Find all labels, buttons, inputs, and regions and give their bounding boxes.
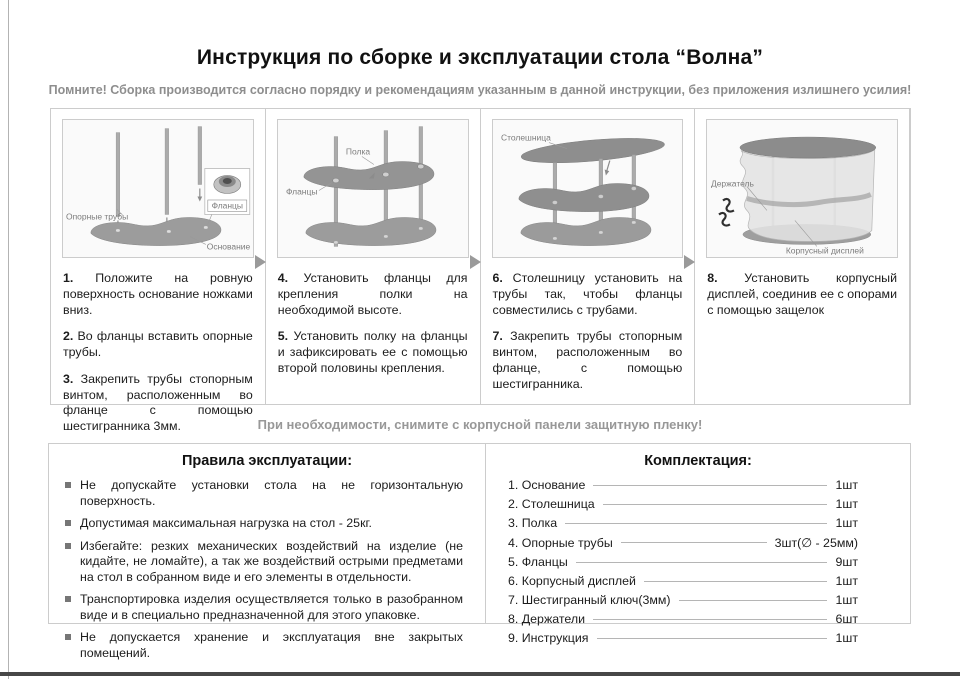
steps-column-2 xyxy=(277,258,469,377)
body-display-label: Корпусный дисплей xyxy=(786,245,865,256)
part-qty: 1шт xyxy=(835,497,858,511)
list-item xyxy=(65,630,463,661)
part-qty: 3шт(∅ - 25мм) xyxy=(774,536,858,550)
list-item xyxy=(508,612,858,626)
usage-rules-section xyxy=(49,444,486,660)
step-7 xyxy=(493,329,683,392)
diagram-base-and-tubes xyxy=(63,120,253,257)
list-item xyxy=(508,497,858,511)
step-4-text: Установить фланцы для крепления полки на необходимой высоте. xyxy=(277,271,468,317)
diagram-tabletop-install xyxy=(493,120,683,257)
assembly-column-4 xyxy=(695,109,910,404)
part-qty: 1шт xyxy=(835,631,858,645)
step-4-number: 4. xyxy=(277,271,289,285)
rule-text: Транспортировка изделия осуществляется только в разобранном виде и в специально предназначенной для этого упаковке. xyxy=(80,592,463,622)
shelf-label: Полка xyxy=(345,146,370,157)
flange-label: Фланцы xyxy=(211,200,244,211)
package-contents-list xyxy=(486,478,910,645)
assembly-column-1 xyxy=(51,109,266,433)
part-qty: 6шт xyxy=(835,612,858,626)
base-board-graphic xyxy=(520,217,650,245)
leader-line xyxy=(593,485,827,486)
step-1-number: 1. xyxy=(63,271,74,285)
rule-text: Избегайте: резких механических воздействий на изделие (не кидайте, не ломайте), а так же воздействий острыми предметами на стол в собранном виде и его элементы в отдельности. xyxy=(80,538,463,584)
leader-line xyxy=(644,581,828,582)
package-contents-section xyxy=(486,444,910,645)
part-qty: 1шт xyxy=(835,593,858,607)
step-2-number: 2. xyxy=(63,329,74,344)
shelf-board-graphic xyxy=(518,184,648,212)
bullet-square-icon xyxy=(65,482,71,488)
page-title: Инструкция по сборке и эксплуатации стола “Волна” xyxy=(196,46,764,69)
header xyxy=(0,0,960,97)
step-5-number: 5. xyxy=(277,329,289,344)
leader-line xyxy=(565,523,827,524)
package-contents-title: Комплектация: xyxy=(644,453,752,469)
step-2 xyxy=(63,329,253,361)
scan-edge-left xyxy=(8,0,9,679)
usage-rules-title: Правила эксплуатации: xyxy=(181,453,353,469)
rule-text: Не допускайте установки стола на не горизонтальную поверхность. xyxy=(80,478,463,508)
support-tubes-graphic xyxy=(116,127,201,217)
list-item xyxy=(508,574,858,588)
part-name: 7. Шестигранный ключ(3мм) xyxy=(508,593,671,607)
step-8-text: Установить корпусный дисплей, соединив ее с опорами с помощью защелок xyxy=(707,271,897,317)
flange-inset xyxy=(205,169,250,225)
step-6 xyxy=(493,271,683,318)
bottom-sections xyxy=(48,443,911,660)
step-1-text: Положите на ровную поверхность основание ножками вниз. xyxy=(63,271,253,317)
rule-text: Не допускается хранение и эксплуатация вне закрытых помещений. xyxy=(80,630,463,660)
diagram-shelf-install xyxy=(278,120,468,257)
list-item xyxy=(508,478,858,492)
support-tubes-label: Опорные трубы xyxy=(65,211,129,222)
protective-film-notice: При необходимости, снимите с корпусной панели защитную пленку! xyxy=(257,417,703,432)
assembly-column-3 xyxy=(481,109,696,404)
diagram-panel-shelf xyxy=(277,119,469,258)
part-name: 6. Корпусный дисплей xyxy=(508,574,636,588)
list-item xyxy=(508,516,858,530)
base-board-graphic xyxy=(91,217,221,245)
part-name: 5. Фланцы xyxy=(508,555,568,569)
part-name: 3. Полка xyxy=(508,516,558,530)
list-item xyxy=(508,555,858,569)
assembly-column-2 xyxy=(266,109,481,404)
leader-line xyxy=(576,562,828,563)
steps-column-4 xyxy=(706,258,898,318)
step-3-text: Закрепить трубы стопорным винтом, расположенным во фланце с помощью шестигранника 3мм. xyxy=(63,371,253,433)
part-name: 9. Инструкция xyxy=(508,631,589,645)
part-name: 8. Держатели xyxy=(508,612,586,626)
tabletop-label: Столешница xyxy=(500,132,551,143)
step-8-number: 8. xyxy=(707,271,718,285)
list-item xyxy=(65,592,463,623)
page-subtitle: Помните! Сборка производится согласно порядку и рекомендациям указанным в данной инструкции, без приложения излишнего усилия! xyxy=(48,83,912,97)
tabletop-graphic xyxy=(740,137,876,158)
step-6-number: 6. xyxy=(492,271,503,285)
list-item xyxy=(65,516,463,532)
bullet-square-icon xyxy=(65,634,71,640)
diagram-body-display xyxy=(707,120,897,257)
leader-line xyxy=(593,619,827,620)
step-5 xyxy=(278,329,468,376)
list-item xyxy=(508,593,858,607)
part-name: 1. Основание xyxy=(508,478,586,492)
next-step-arrow-icon xyxy=(470,255,481,269)
next-step-arrow-icon xyxy=(255,255,266,269)
flange-label: Фланцы xyxy=(285,186,318,197)
shelf-board-graphic xyxy=(304,162,434,190)
step-1 xyxy=(63,271,253,318)
base-label: Основание xyxy=(206,241,251,252)
leader-line xyxy=(603,504,828,505)
steps-column-1 xyxy=(62,258,254,435)
step-3-number: 3. xyxy=(63,371,74,386)
step-8 xyxy=(707,271,897,318)
part-name: 2. Столешница xyxy=(508,497,595,511)
scan-edge-bottom xyxy=(0,672,960,676)
step-5-text: Установить полку на фланцы и зафиксировать ее с помощью второй половины крепления. xyxy=(277,329,468,375)
step-7-text: Закрепить трубы стопорным винтом, расположенным во фланце, с помощью шестигранника. xyxy=(492,329,683,391)
list-item xyxy=(65,539,463,586)
diagram-panel-tabletop xyxy=(492,119,684,258)
step-6-text: Столешницу установить на трубы так, чтобы фланцы совместились с трубами. xyxy=(492,271,683,317)
bullet-square-icon xyxy=(65,596,71,602)
rule-text: Допустимая максимальная нагрузка на стол - 25кг. xyxy=(80,516,372,530)
holder-clip-icon xyxy=(719,199,734,225)
list-item xyxy=(65,478,463,509)
list-item xyxy=(508,631,858,645)
diagram-panel-body-display xyxy=(706,119,898,258)
part-name: 4. Опорные трубы xyxy=(508,535,613,550)
flange-icon xyxy=(214,176,241,194)
insert-arrow xyxy=(604,161,609,176)
bullet-square-icon xyxy=(65,543,71,549)
next-step-arrow-icon xyxy=(684,255,695,269)
list-item xyxy=(508,535,858,550)
diagram-panel-base-tubes xyxy=(62,119,254,258)
part-qty: 1шт xyxy=(835,574,858,588)
bullet-square-icon xyxy=(65,520,71,526)
holder-label: Держатель xyxy=(711,178,755,189)
body-panel-graphic xyxy=(740,150,875,242)
part-qty: 1шт xyxy=(835,478,858,492)
step-4 xyxy=(278,271,468,318)
part-qty: 9шт xyxy=(835,555,858,569)
steps-column-3 xyxy=(492,258,684,392)
leader-line xyxy=(621,542,767,543)
part-qty: 1шт xyxy=(835,516,858,530)
step-7-number: 7. xyxy=(492,329,503,344)
leader-line xyxy=(597,638,828,639)
leader-line xyxy=(679,600,828,601)
step-2-text: Во фланцы вставить опорные трубы. xyxy=(63,329,253,359)
base-board-graphic xyxy=(306,217,436,245)
usage-rules-list xyxy=(49,478,485,661)
